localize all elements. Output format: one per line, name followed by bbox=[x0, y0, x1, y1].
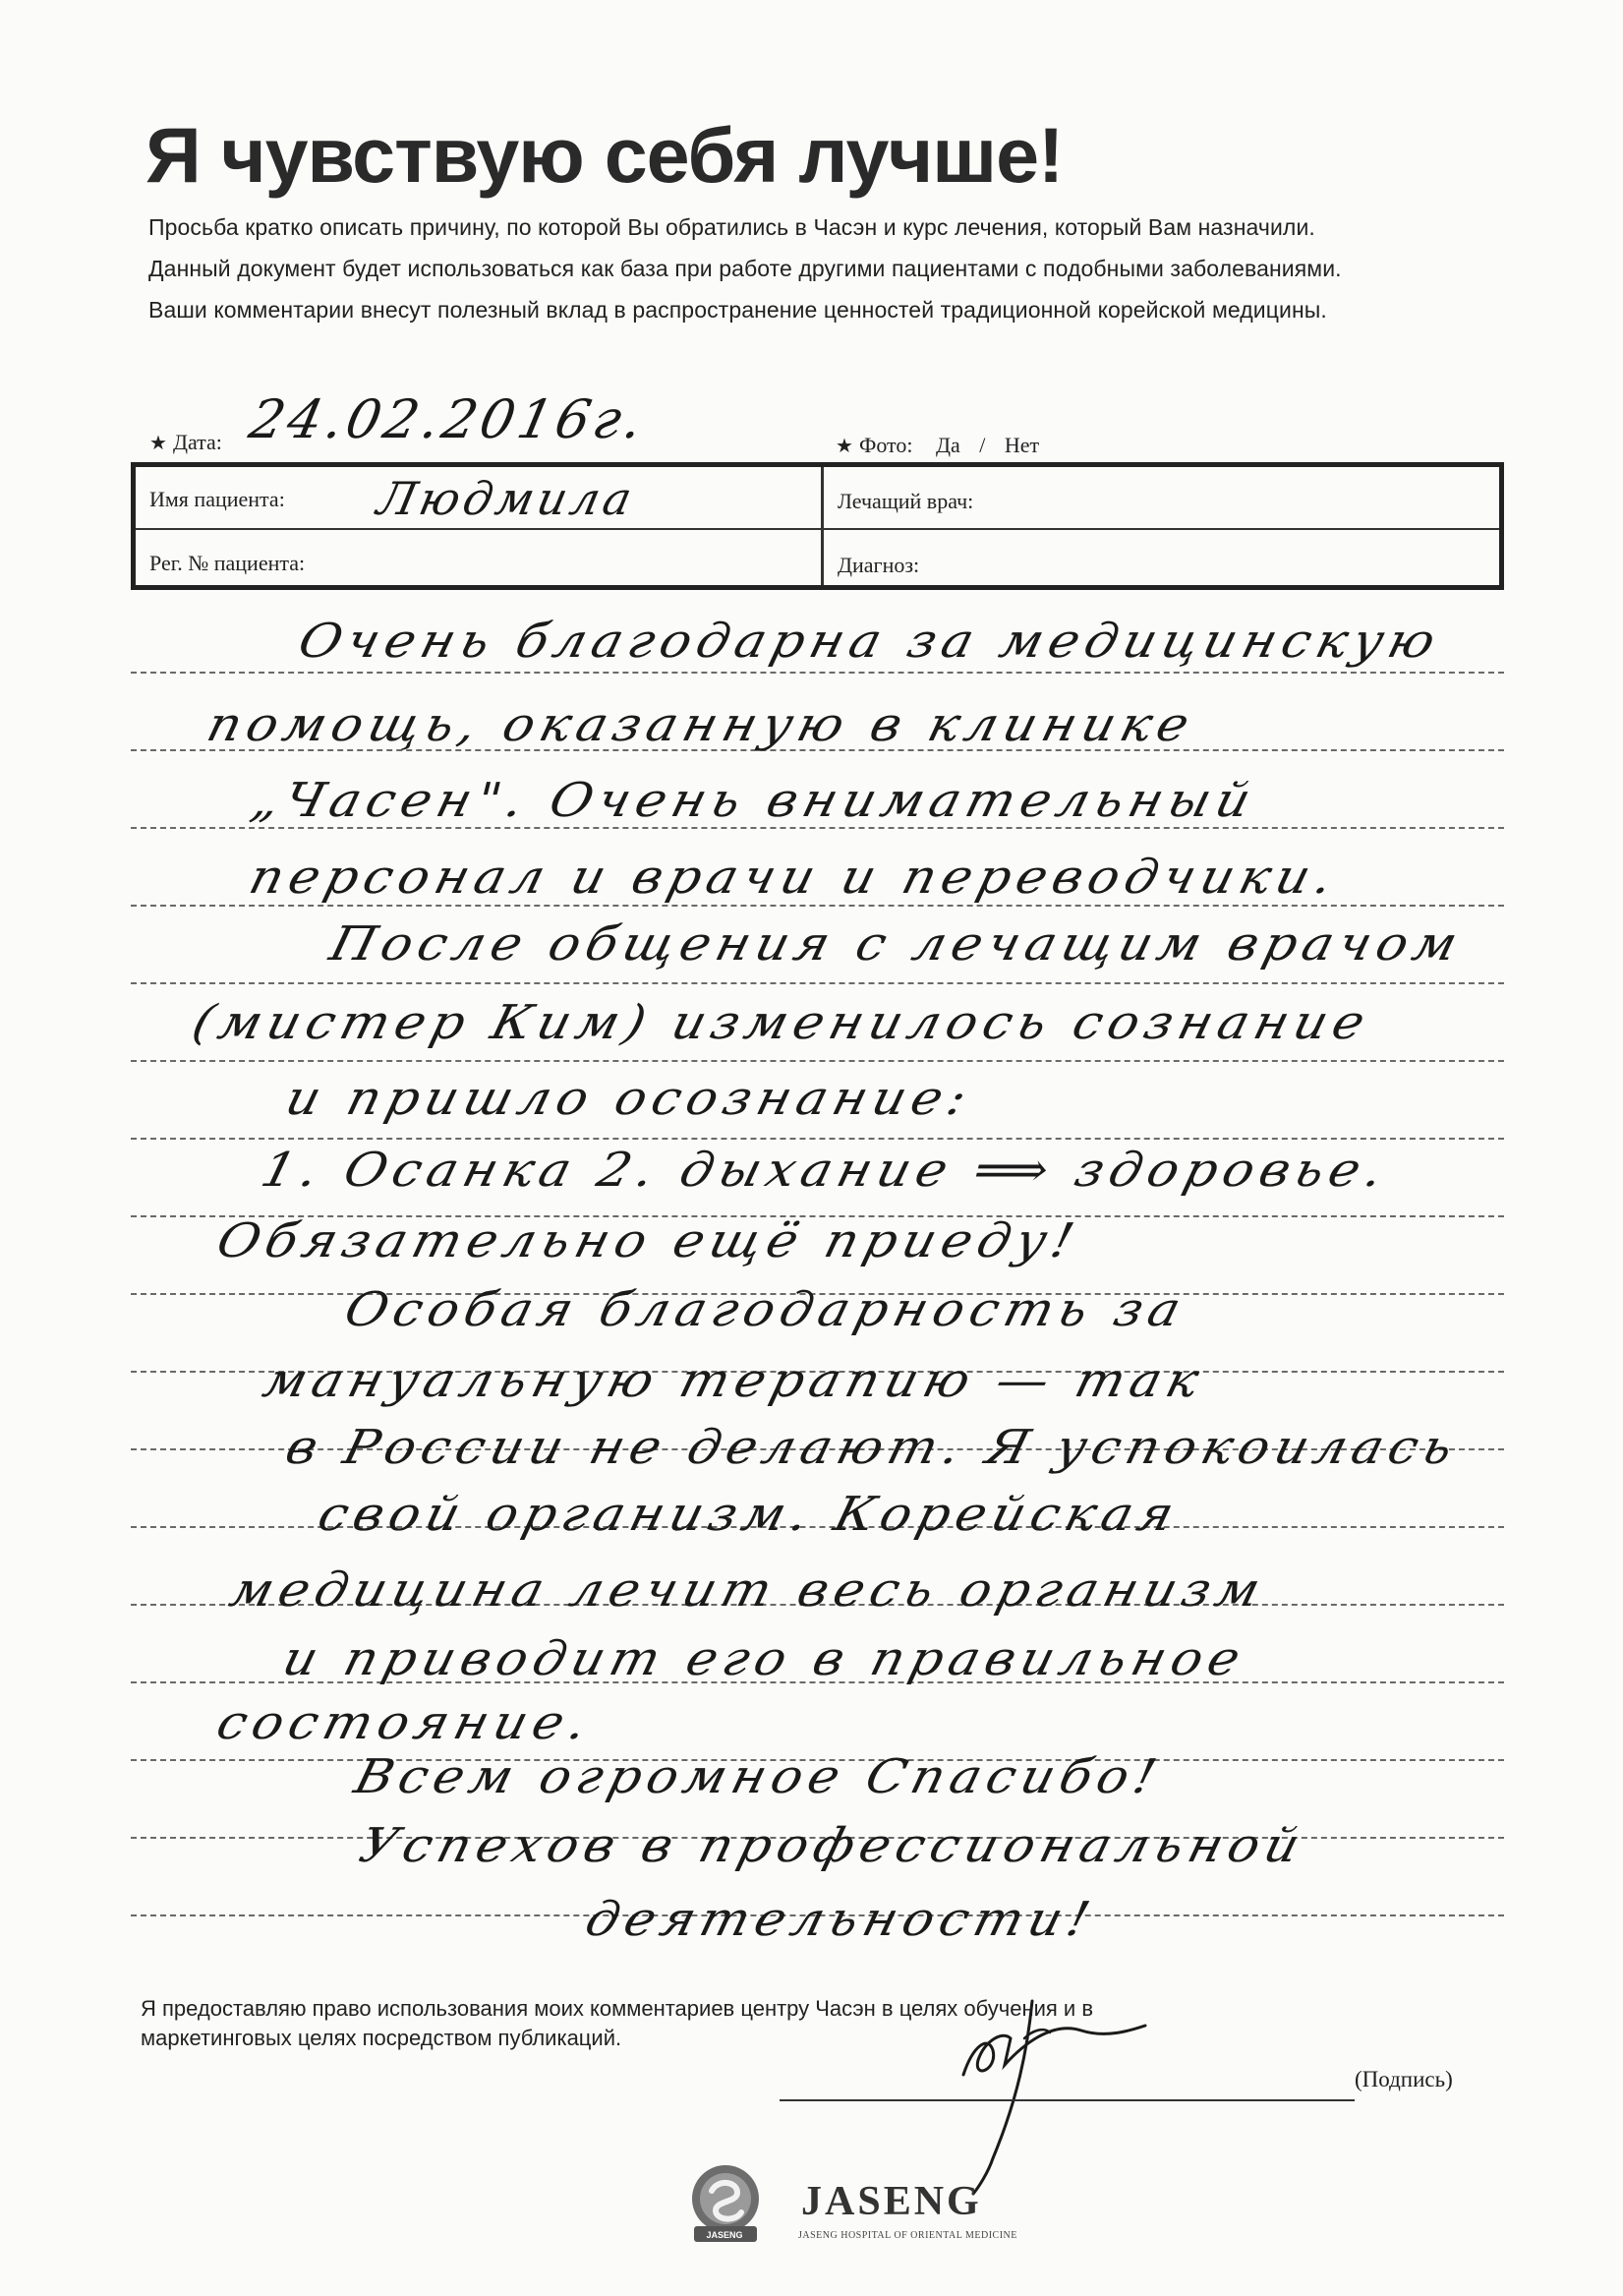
handwritten-signature bbox=[934, 1962, 1160, 2198]
patient-name-handwritten: Людмила bbox=[373, 472, 641, 525]
handwritten-line: 1. Осанка 2. дыхание ⟹ здоровье. bbox=[256, 1143, 1395, 1198]
handwritten-line: помощь, оказанную в клинике bbox=[202, 697, 1201, 752]
date-label: Дата: bbox=[172, 430, 222, 454]
signature-line bbox=[780, 2099, 1355, 2101]
ruled-line bbox=[131, 1138, 1504, 1140]
ruled-line bbox=[131, 1060, 1504, 1062]
logo-wordmark: JASENG bbox=[801, 2179, 982, 2224]
signature-label: (Подпись) bbox=[1355, 2067, 1453, 2091]
diagnosis-label: Диагноз: bbox=[838, 553, 920, 577]
consent-text-line-1: Я предоставляю право использования моих комментариев центру Часэн в целях обучения и в bbox=[141, 1996, 1094, 2021]
page-title: Я чувствую себя лучше! bbox=[145, 111, 1064, 199]
handwritten-line: Успехов в профессиональной bbox=[354, 1818, 1311, 1873]
intro-line-3: Ваши комментарии внесут полезный вклад в распространение ценностей традиционной корейской медицины. bbox=[148, 297, 1327, 323]
star-icon: ★ bbox=[836, 436, 853, 457]
date-label-group bbox=[149, 430, 222, 455]
photo-label: Фото: bbox=[858, 433, 913, 457]
handwritten-line: Обязательно ещё приеду! bbox=[211, 1213, 1085, 1268]
handwritten-line: персонал и врачи и переводчики. bbox=[244, 850, 1345, 905]
photo-field bbox=[836, 433, 1039, 458]
table-divider-horizontal bbox=[136, 528, 1499, 530]
ruled-line bbox=[131, 905, 1504, 907]
patient-info-table bbox=[131, 462, 1504, 590]
logo-subtitle: JASENG HOSPITAL OF ORIENTAL MEDICINE bbox=[798, 2230, 1017, 2241]
photo-no-option[interactable]: Нет bbox=[1004, 433, 1040, 457]
star-icon: ★ bbox=[149, 433, 167, 454]
photo-separator: / bbox=[979, 433, 986, 457]
date-handwritten: 24.02.2016г. bbox=[244, 388, 653, 450]
table-divider-vertical bbox=[821, 467, 824, 585]
handwritten-line: свой организм. Корейская bbox=[313, 1487, 1186, 1542]
doctor-label: Лечащий врач: bbox=[838, 489, 974, 513]
handwritten-line: и приводит его в правильное bbox=[277, 1631, 1251, 1686]
handwritten-line: и пришло осознание: bbox=[280, 1071, 978, 1126]
photo-yes-option[interactable]: Да bbox=[935, 433, 960, 457]
intro-line-2: Данный документ будет использоваться как база при работе другими пациентами с подобными заболеваниями. bbox=[148, 256, 1342, 281]
patient-name-label: Имя пациента: bbox=[149, 487, 285, 511]
handwritten-line: состояние. bbox=[211, 1695, 599, 1750]
ruled-line bbox=[131, 672, 1504, 674]
handwritten-line: медицина лечит весь организм bbox=[224, 1562, 1272, 1618]
handwritten-line: (мистер Ким) изменилось сознание bbox=[187, 995, 1376, 1050]
handwritten-line: Очень благодарна за медицинскую bbox=[293, 614, 1447, 669]
ruled-line bbox=[131, 982, 1504, 984]
handwritten-line: мануальную терапию — так bbox=[258, 1353, 1210, 1408]
handwritten-line: „Часен". Очень внимательный bbox=[246, 773, 1262, 828]
handwritten-line: Всем огромное Спасибо! bbox=[349, 1749, 1168, 1804]
consent-text-line-2: маркетинговых целях посредством публикаций. bbox=[141, 2026, 622, 2050]
intro-line-1: Просьба кратко описать причину, по которой Вы обратились в Часэн и курс лечения, который Вам назначили. bbox=[148, 214, 1315, 240]
reg-number-label: Рег. № пациента: bbox=[149, 551, 306, 575]
handwritten-line: После общения с лечащим врачом bbox=[324, 916, 1469, 971]
handwritten-line: Особая благодарность за bbox=[339, 1282, 1192, 1337]
logo-icon-label: JASENG bbox=[706, 2230, 743, 2240]
handwritten-line: в России не делают. Я успокоилась bbox=[280, 1420, 1465, 1475]
handwritten-line: деятельности! bbox=[580, 1892, 1101, 1947]
